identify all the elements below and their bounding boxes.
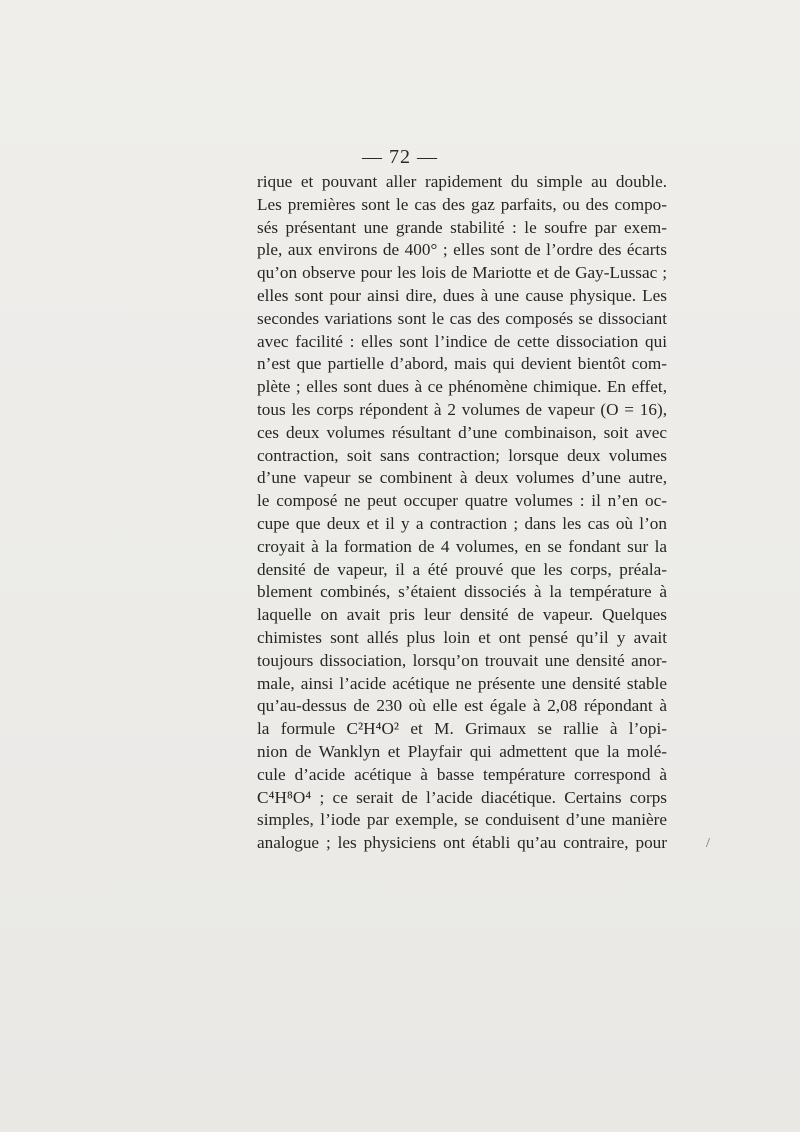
text-line: d’une vapeur se combinent à deux volumes d’une autre,	[257, 468, 667, 488]
text-line: plète ; elles sont dues à ce phénomène chimique. En effet,	[257, 377, 667, 397]
margin-mark: /	[706, 836, 710, 851]
text-line: nion de Wanklyn et Playfair qui admettent que la molé-	[257, 741, 667, 761]
text-line: elles sont pour ainsi dire, dues à une cause physique. Les	[257, 285, 667, 305]
text-line: contraction, soit sans contraction; lorsque deux volumes	[257, 445, 667, 465]
text-line: qu’on observe pour les lois de Mariotte et de Gay-Lussac ;	[257, 263, 667, 283]
page-number: — 72 —	[362, 146, 438, 168]
text-line: blement combinés, s’étaient dissociés à la température à	[257, 582, 667, 602]
text-line: le composé ne peut occuper quatre volumes : il n’en oc-	[257, 491, 667, 511]
text-line: cule d’acide acétique à basse température correspond à	[257, 764, 667, 784]
text-line: male, ainsi l’acide acétique ne présente une densité stable	[257, 673, 667, 693]
text-line: ces deux volumes résultant d’une combinaison, soit avec	[257, 422, 667, 442]
text-line: la formule C²H⁴O² et M. Grimaux se rallie à l’opi-	[257, 719, 667, 739]
text-line: rique et pouvant aller rapidement du simple au double.	[257, 172, 667, 191]
body-text	[257, 171, 667, 855]
text-line: qu’au-dessus de 230 où elle est égale à 2,08 répondant à	[257, 696, 667, 716]
text-line: densité de vapeur, il a été prouvé que les corps, préala-	[257, 559, 667, 579]
text-line: Les premières sont le cas des gaz parfaits, ou des compo-	[257, 194, 667, 214]
text-line: cupe que deux et il y a contraction ; dans les cas où l’on	[257, 513, 667, 533]
text-line: chimistes sont allés plus loin et ont pensé qu’il y avait	[257, 627, 667, 647]
text-line: simples, l’iode par exemple, se conduisent d’une manière	[257, 810, 667, 830]
text-line: toujours dissociation, lorsqu’on trouvait une densité anor-	[257, 650, 667, 670]
text-line: C⁴H⁸O⁴ ; ce serait de l’acide diacétique. Certains corps	[257, 787, 667, 807]
text-line: analogue ; les physiciens ont établi qu’au contraire, pour	[257, 833, 667, 853]
text-line: avec facilité : elles sont l’indice de cette dissociation qui	[257, 331, 667, 351]
text-line: croyait à la formation de 4 volumes, en se fondant sur la	[257, 536, 667, 556]
text-line: secondes variations sont le cas des composés se dissociant	[257, 308, 667, 328]
text-line: tous les corps répondent à 2 volumes de vapeur (O = 16),	[257, 399, 667, 419]
text-line: ple, aux environs de 400° ; elles sont de l’ordre des écarts	[257, 240, 667, 260]
text-line: sés présentant une grande stabilité : le soufre par exem-	[257, 217, 667, 237]
text-line: laquelle on avait pris leur densité de vapeur. Quelques	[257, 605, 667, 625]
text-line: n’est que partielle d’abord, mais qui devient bientôt com-	[257, 354, 667, 374]
